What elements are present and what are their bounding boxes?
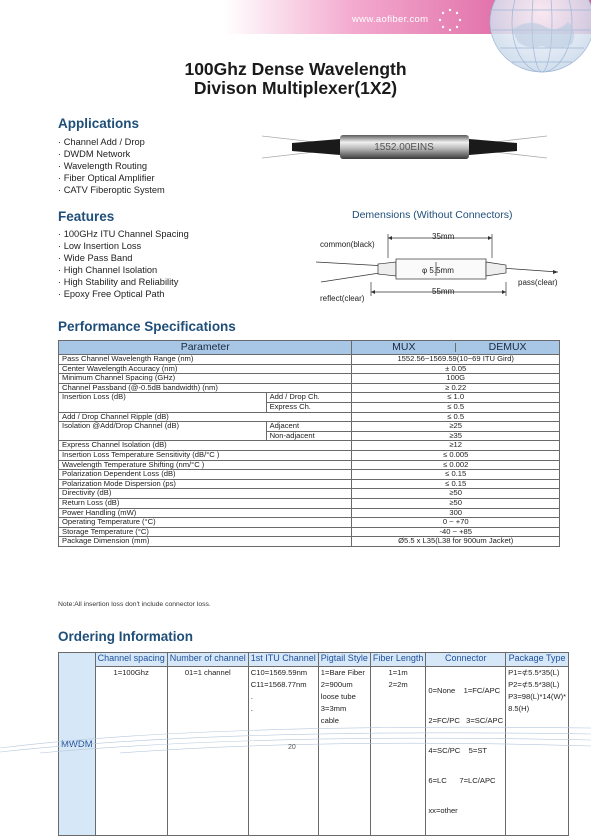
table-row	[59, 518, 560, 528]
column-header: Channel spacing	[95, 653, 167, 667]
product-label: 1552.00EINS	[374, 142, 434, 153]
value-cell: ≤ 0.5	[352, 402, 560, 412]
list-item: · DWDM Network	[58, 148, 165, 160]
column-header: Connector	[426, 653, 506, 667]
value-cell: ≤ 0.15	[352, 470, 560, 480]
value-cell: ≥12	[352, 441, 560, 451]
value-cell: ≥50	[352, 498, 560, 508]
dim-length-top: 35mm	[432, 232, 455, 241]
ordering-heading: Ordering Information	[58, 629, 193, 644]
option: loose tube	[320, 692, 356, 701]
column-header: Number of channel	[167, 653, 248, 667]
option: .	[250, 692, 253, 701]
list-item: · High Stability and Reliability	[58, 276, 189, 288]
value-cell: ≥ 0.22	[352, 383, 560, 393]
dim-length-bottom: 55mm	[432, 287, 455, 296]
list-item: · High Channel Isolation	[58, 264, 189, 276]
option: 1=100Ghz	[113, 668, 149, 677]
column-header: Package Type	[506, 653, 569, 667]
dimensions-title: Demensions (Without Connectors)	[352, 209, 513, 221]
value-cell: ± 0.05	[352, 364, 560, 374]
table-row	[59, 383, 560, 393]
table-header-row	[59, 341, 560, 355]
option: 0=None 1=FC/APC	[428, 686, 501, 695]
option: 2=FC/PC 3=SC/APC	[428, 716, 504, 725]
option: P2=⊄5.5*38(L)	[508, 680, 560, 689]
value-cell: ≥25	[352, 422, 560, 432]
website-url: www.aofiber.com	[352, 14, 429, 25]
value-cell: -40 ~ +85	[352, 527, 560, 537]
list-item: · Fiber Optical Amplifier	[58, 172, 165, 184]
document-title-line1: 100Ghz Dense Wavelength	[184, 59, 407, 79]
dim-common-label: common(black)	[320, 240, 375, 249]
option: cable	[320, 716, 339, 725]
applications-list	[58, 136, 165, 196]
performance-note: Note:All insertion loss don't include connector loss.	[58, 601, 211, 608]
page-number: 20	[288, 744, 296, 751]
table-row	[59, 508, 560, 518]
list-item: · 100GHz ITU Channel Spacing	[58, 228, 189, 240]
option: 4=SC/PC 5=ST	[428, 746, 488, 755]
features-heading: Features	[58, 209, 115, 224]
param-cell: Return Loss (dB)	[59, 498, 352, 508]
param-cell: Pass Channel Wavelength Range (nm)	[59, 355, 352, 365]
option: 2=900um	[320, 680, 353, 689]
param-cell: Polarization Mode Dispersion (ps)	[59, 479, 352, 489]
table-row	[59, 489, 560, 499]
table-row	[59, 479, 560, 489]
column-header: Pigtail Style	[318, 653, 370, 667]
applications-heading: Applications	[58, 116, 140, 131]
value-cell: ≤ 0.002	[352, 460, 560, 470]
value-cell: 100G	[352, 374, 560, 384]
option: .	[250, 704, 253, 713]
param-cell: Minimum Channel Spacing (GHz)	[59, 374, 352, 384]
option: 6=LC 7=LC/APC	[428, 776, 496, 785]
param-cell: Power Handling (mW)	[59, 508, 352, 518]
param-cell: Package Dimension (mm)	[59, 537, 352, 547]
table-row	[59, 441, 560, 451]
option: xx=other	[428, 806, 458, 815]
list-item: · Wide Pass Band	[58, 252, 189, 264]
param-cell: Directivity (dB)	[59, 489, 352, 499]
option: C11=1568.77nm	[250, 680, 307, 689]
table-row	[59, 460, 560, 470]
value-cell: ≥35	[352, 431, 560, 441]
subparam-cell: Non-adjacent	[266, 431, 352, 441]
list-item: · Low Insertion Loss	[58, 240, 189, 252]
table-row	[59, 527, 560, 537]
option: P1=⊄5.5*35(L)	[508, 668, 560, 677]
option: C10=1569.59nm	[250, 668, 308, 677]
param-cell: Channel Passband (@-0.5dB bandwidth) (nm)	[59, 383, 352, 393]
list-item: · Wavelength Routing	[58, 160, 165, 172]
param-cell: Isolation @Add/Drop Channel (dB)	[59, 422, 267, 441]
performance-table	[58, 340, 560, 547]
table-row	[59, 393, 560, 403]
parameter-header: Parameter	[59, 341, 352, 355]
dim-diameter: φ 5.5mm	[422, 266, 454, 275]
mux-demux-header	[352, 341, 560, 355]
dim-reflect-label: reflect(clear)	[320, 294, 365, 303]
option: 1=1m	[388, 668, 408, 677]
option: 01=1 channel	[184, 668, 231, 677]
list-item: · CATV Fiberoptic System	[58, 184, 165, 196]
performance-heading: Performance Specifications	[58, 319, 236, 334]
option: 1=Bare Fiber	[320, 668, 365, 677]
column-header: 1st ITU Channel	[248, 653, 318, 667]
list-item: · Epoxy Free Optical Path	[58, 288, 189, 300]
list-item: · Channel Add / Drop	[58, 136, 165, 148]
demux-header: DEMUX	[488, 341, 527, 354]
param-cell: Express Channel Isolation (dB)	[59, 441, 352, 451]
table-row	[59, 537, 560, 547]
table-row	[59, 374, 560, 384]
ordering-row-label: MWDM	[59, 653, 96, 836]
table-header-row	[59, 653, 569, 667]
value-cell: ≤ 1.0	[352, 393, 560, 403]
value-cell: ≤ 0.5	[352, 412, 560, 422]
subparam-cell: Express Ch.	[266, 402, 352, 412]
value-cell: ≤ 0.005	[352, 450, 560, 460]
product-photo	[262, 122, 547, 172]
param-cell: Storage Temperature (°C)	[59, 527, 352, 537]
option: 8.5(H)	[508, 704, 530, 713]
dot-circle-icon	[438, 8, 462, 32]
param-cell: Wavelength Temperature Shifting (nm/°C )	[59, 460, 352, 470]
table-row	[59, 470, 560, 480]
option: 2=2m	[388, 680, 408, 689]
features-list	[58, 228, 189, 300]
column-header: Fiber Length	[370, 653, 426, 667]
table-row	[59, 450, 560, 460]
value-cell: ≥50	[352, 489, 560, 499]
mux-header: MUX	[352, 343, 456, 351]
table-row	[59, 422, 560, 432]
table-row	[59, 355, 560, 365]
param-cell: Add / Drop Channel Ripple (dB)	[59, 412, 352, 422]
table-row	[59, 364, 560, 374]
value-cell: Ø5.5 x L35(L38 for 900um Jacket)	[352, 537, 560, 547]
value-cell: ≤ 0.15	[352, 479, 560, 489]
option: P3=98(L)*14(W)*	[508, 692, 567, 701]
dim-pass-label: pass(clear)	[518, 278, 558, 287]
param-cell: Insertion Loss (dB)	[59, 393, 267, 412]
param-cell: Polarization Dependent Loss (dB)	[59, 470, 352, 480]
subparam-cell: Add / Drop Ch.	[266, 393, 352, 403]
table-row	[59, 498, 560, 508]
value-cell: 300	[352, 508, 560, 518]
subparam-cell: Adjacent	[266, 422, 352, 432]
option: 3=3mm	[320, 704, 347, 713]
param-cell: Insertion Loss Temperature Sensitivity (dB/°C )	[59, 450, 352, 460]
document-title-line2: Divison Multiplexer(1X2)	[193, 78, 398, 98]
value-cell: 1552.56~1569.59(10~69 ITU Gird)	[352, 355, 560, 365]
param-cell: Operating Temperature (°C)	[59, 518, 352, 528]
param-cell: Center Wavelength Accuracy (nm)	[59, 364, 352, 374]
value-cell: 0 ~ +70	[352, 518, 560, 528]
